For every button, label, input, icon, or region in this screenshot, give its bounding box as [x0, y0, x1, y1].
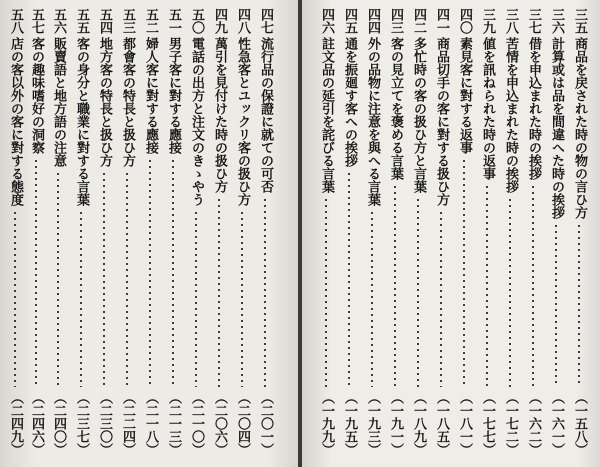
toc-entry — [361, 8, 383, 456]
entry-number: 四〇 — [457, 8, 472, 34]
entry-number: 五〇 — [189, 8, 204, 34]
entry-number: 五三 — [120, 8, 135, 34]
entry-page: （一八九） — [411, 391, 426, 456]
toc-entry — [453, 8, 475, 456]
entry-page: （二三七） — [74, 391, 89, 456]
entry-number: 四五 — [342, 8, 357, 34]
dot-leader — [126, 171, 128, 387]
entry-number: 五二 — [143, 8, 158, 34]
dot-leader — [440, 210, 442, 387]
dot-leader — [241, 210, 243, 387]
entry-page: （一九五） — [342, 391, 357, 456]
entry-title: 電話の出方と注文のきゝやう — [189, 37, 204, 206]
entry-page: （一八五） — [434, 391, 449, 456]
toc-entry — [185, 8, 207, 456]
dot-leader — [325, 197, 327, 387]
dot-leader — [509, 197, 511, 387]
entry-page: （一七二） — [503, 391, 518, 456]
entry-page: （一九一） — [388, 391, 403, 456]
toc-entry — [568, 8, 590, 456]
dot-leader — [264, 197, 266, 387]
dot-leader — [103, 171, 105, 387]
dot-leader — [578, 223, 580, 387]
toc-entry — [116, 8, 138, 456]
entry-page: （一九九） — [319, 391, 334, 456]
entry-title: 値を訊ねられた時の返事 — [480, 37, 495, 180]
entry-title: 流行品の保證に就ての可否 — [258, 37, 273, 193]
entry-page: （二一三） — [166, 391, 181, 456]
entry-number: 四一 — [434, 8, 449, 34]
entry-title: 客の身分と職業に對する言葉 — [74, 37, 89, 206]
dot-leader — [172, 158, 174, 387]
entry-title: 客の趣味嗜好の洞察 — [29, 37, 44, 154]
entry-title: 客の見立てを褒める言葉 — [388, 37, 403, 180]
entry-title: 多忙時の客の扱ひ方と言葉 — [411, 37, 426, 193]
toc-entry — [47, 8, 69, 456]
toc-entry — [476, 8, 498, 456]
dot-leader — [57, 171, 59, 387]
entry-number: 三五 — [572, 8, 587, 34]
entry-title: 註文品の延引を詫びる言葉 — [319, 37, 334, 193]
dot-leader — [394, 184, 396, 387]
toc-entry — [208, 8, 230, 456]
left-page — [0, 0, 298, 467]
dot-leader — [218, 197, 220, 387]
entry-page: （二四九） — [8, 391, 23, 456]
entry-number: 四二 — [411, 8, 426, 34]
toc-entry — [499, 8, 521, 456]
dot-leader — [195, 210, 197, 387]
toc-entry — [384, 8, 406, 456]
dot-leader — [371, 210, 373, 387]
entry-page: （二〇六） — [212, 391, 227, 456]
toc-entry — [315, 8, 337, 456]
entry-number: 五八 — [8, 8, 23, 34]
entry-number: 三六 — [549, 8, 564, 34]
entry-number: 三七 — [526, 8, 541, 34]
entry-title: 販賣語と地方語の注意 — [51, 37, 66, 167]
dot-leader — [80, 210, 82, 387]
toc-entry — [70, 8, 92, 456]
toc-entry — [162, 8, 184, 456]
entry-title: 外の品物に注意を與へる言葉 — [365, 37, 380, 206]
entry-number: 五六 — [51, 8, 66, 34]
entry-number: 五四 — [97, 8, 112, 34]
toc-entry — [25, 8, 47, 456]
entry-number: 三八 — [503, 8, 518, 34]
toc-entry — [231, 8, 253, 456]
entry-title: 店の客以外の客に對する態度 — [8, 37, 23, 206]
right-page — [302, 0, 600, 467]
toc-entry — [522, 8, 544, 456]
dot-leader — [486, 184, 488, 387]
entry-title: 商品を戻された時の物の言ひ方 — [572, 37, 587, 219]
entry-title: 都會客の特長と扱ひ方 — [120, 37, 135, 167]
toc-entry — [4, 8, 26, 456]
entry-title: 地方客の特長と扱ひ方 — [97, 37, 112, 167]
entry-title: 性急客とユックリ客の扱ひ方 — [235, 37, 250, 206]
entry-number: 三九 — [480, 8, 495, 34]
dot-leader — [417, 197, 419, 387]
entry-title: 萬引を見付けた時の扱ひ方 — [212, 37, 227, 193]
toc-entry — [430, 8, 452, 456]
entry-title: 男子客に對する應接 — [166, 37, 181, 154]
dot-leader — [149, 158, 151, 387]
entry-title: 婦人客に對する應接 — [143, 37, 158, 154]
entry-number: 五五 — [74, 8, 89, 34]
entry-page: （一七七） — [480, 391, 495, 456]
entry-page: （一九三） — [365, 391, 380, 456]
entry-page: （二〇一） — [258, 391, 273, 456]
entry-title: 計算或は品を間違へた時の挨拶 — [549, 37, 564, 219]
entry-page: （二二四） — [120, 391, 135, 456]
entry-page: （一六二） — [526, 391, 541, 456]
toc-entry — [93, 8, 115, 456]
entry-title: 苦情を申込まれた時の挨拶 — [503, 37, 518, 193]
dot-leader — [14, 210, 16, 387]
entry-page: （一五八） — [572, 391, 587, 456]
dot-leader — [348, 171, 350, 387]
entry-number: 四九 — [212, 8, 227, 34]
dot-leader — [555, 223, 557, 387]
dot-leader — [532, 184, 534, 387]
entry-title: 商品切手の客に對する扱ひ方 — [434, 37, 449, 206]
entry-number: 四八 — [235, 8, 250, 34]
entry-page: （一八一） — [457, 391, 472, 456]
toc-entry — [545, 8, 567, 456]
entry-title: 通を振廻す客への挨拶 — [342, 37, 357, 167]
entry-number: 五一 — [166, 8, 181, 34]
entry-number: 五七 — [29, 8, 44, 34]
entry-number: 四六 — [319, 8, 334, 34]
entry-number: 四三 — [388, 8, 403, 34]
toc-entry — [407, 8, 429, 456]
toc-entry — [338, 8, 360, 456]
entry-page: （二一八） — [143, 391, 158, 456]
entry-page: （二三〇） — [97, 391, 112, 456]
toc-entry — [139, 8, 161, 456]
entry-title: 素見客に對する返事 — [457, 37, 472, 154]
entry-page: （一六一） — [549, 391, 564, 456]
entry-number: 四七 — [258, 8, 273, 34]
toc-entry — [254, 8, 276, 456]
entry-page: （二〇四） — [235, 391, 250, 456]
dot-leader — [463, 158, 465, 387]
entry-number: 四四 — [365, 8, 380, 34]
dot-leader — [35, 158, 37, 387]
entry-title: 借を申込まれた時の挨拶 — [526, 37, 541, 180]
entry-page: （二四六） — [29, 391, 44, 456]
entry-page: （二一〇） — [189, 391, 204, 456]
entry-page: （二四〇） — [51, 391, 66, 456]
